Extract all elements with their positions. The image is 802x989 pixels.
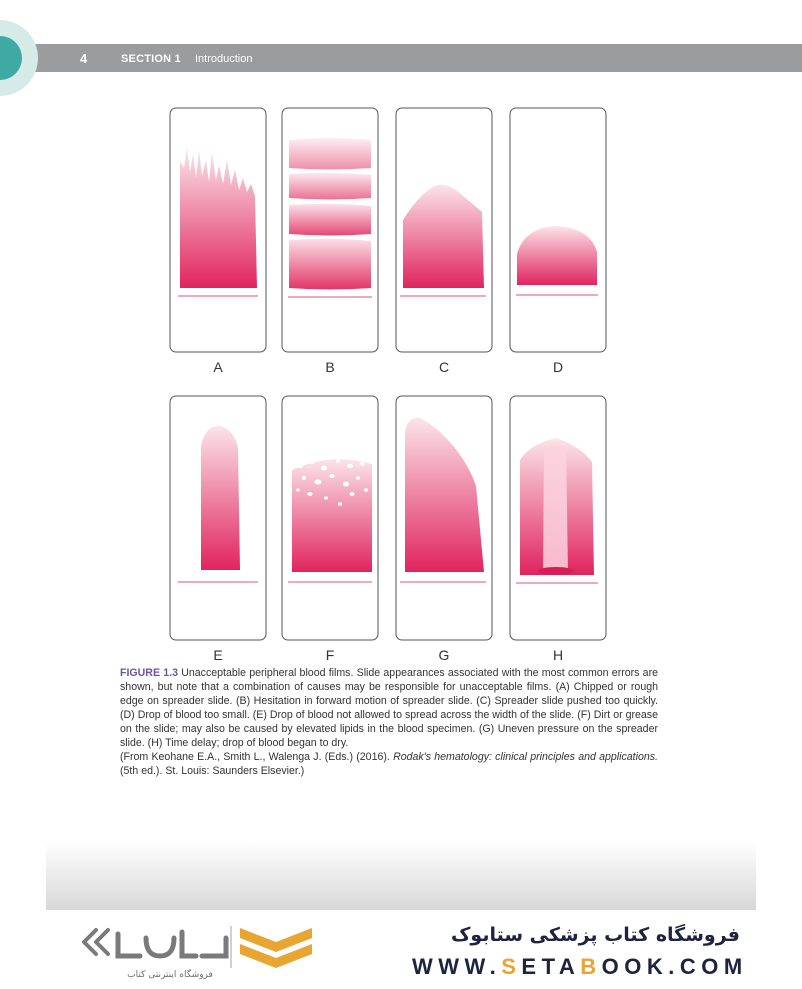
source-suffix: (5th ed.). St. Louis: Saunders Elsevier.): [120, 765, 305, 777]
setabook-logo: [80, 920, 320, 977]
slide-label-c: C: [438, 359, 450, 375]
smear-e: [201, 426, 240, 570]
smear-h-streak: [543, 446, 568, 572]
slide-label-e: E: [213, 647, 223, 663]
logo-chevrons-icon: [84, 930, 108, 954]
url-part-1: WWW.: [412, 954, 502, 979]
slide-h: [510, 396, 606, 640]
url-accent-1: S: [501, 954, 522, 979]
source-prefix: (From Keohane E.A., Smith L., Walenga J. (Eds.) (2016).: [120, 751, 394, 763]
figure-caption: [120, 666, 658, 778]
url-part-2: ETA: [521, 954, 581, 979]
slide-label-g: G: [438, 647, 450, 663]
slide-label-h: H: [552, 647, 564, 663]
logo-book-icon: [240, 928, 312, 968]
slide-c: [396, 108, 492, 352]
smear-b-band-1: [289, 138, 371, 170]
logo-wordmark-icon: [118, 932, 226, 956]
slide-e: [170, 396, 266, 640]
slide-f: [282, 396, 378, 640]
source-title: Rodak's hematology: clinical principles and applications.: [393, 751, 658, 763]
url-part-3: OOK.COM: [601, 954, 748, 979]
slide-label-d: D: [552, 359, 564, 375]
smear-b-band-4: [289, 239, 371, 290]
smear-b-band-3: [289, 204, 371, 236]
page-bottom-shadow: [46, 840, 756, 910]
logo-tagline: فروشگاه اینترنتی کتاب: [127, 970, 213, 980]
slide-d: [510, 108, 606, 352]
smear-b-band-2: [289, 173, 371, 200]
figure-label: FIGURE 1.3: [120, 667, 178, 679]
page-number: 4: [80, 51, 88, 66]
smear-h-dried-drop: [538, 567, 574, 575]
section-title: Introduction: [195, 53, 253, 65]
caption-source: [120, 750, 658, 778]
footer-store-name: فروشگاه کتاب پزشکی ستابوک: [450, 924, 740, 946]
slide-label-b: B: [325, 359, 335, 375]
slide-b: [282, 108, 378, 352]
slide-g: [396, 396, 492, 640]
slide-label-f: F: [325, 647, 335, 663]
footer-url[interactable]: [412, 954, 748, 980]
caption-text: Unacceptable peripheral blood films. Slide appearances associated with the most common errors are shown, but note that a combination of causes may be responsible for unacceptable films. (A) Chipped or rough edge on spreader slide. (B) Hesitation in forward motion of spreader slide. (C) Spreader slide pushed too quickly. (D) Drop of blood too small. (E) Drop of blood not allowed to spread across the width of the slide. (F) Dirt or grease on the slide; may also be caused by elevated lipids in the blood specimen. (G) Uneven pressure on the spreader slide. (H) Time delay; drop of blood began to dry.: [120, 667, 658, 749]
slide-a: [170, 108, 266, 352]
section-label: SECTION 1: [121, 53, 181, 65]
url-accent-2: B: [580, 954, 602, 979]
slide-label-a: A: [213, 359, 223, 375]
